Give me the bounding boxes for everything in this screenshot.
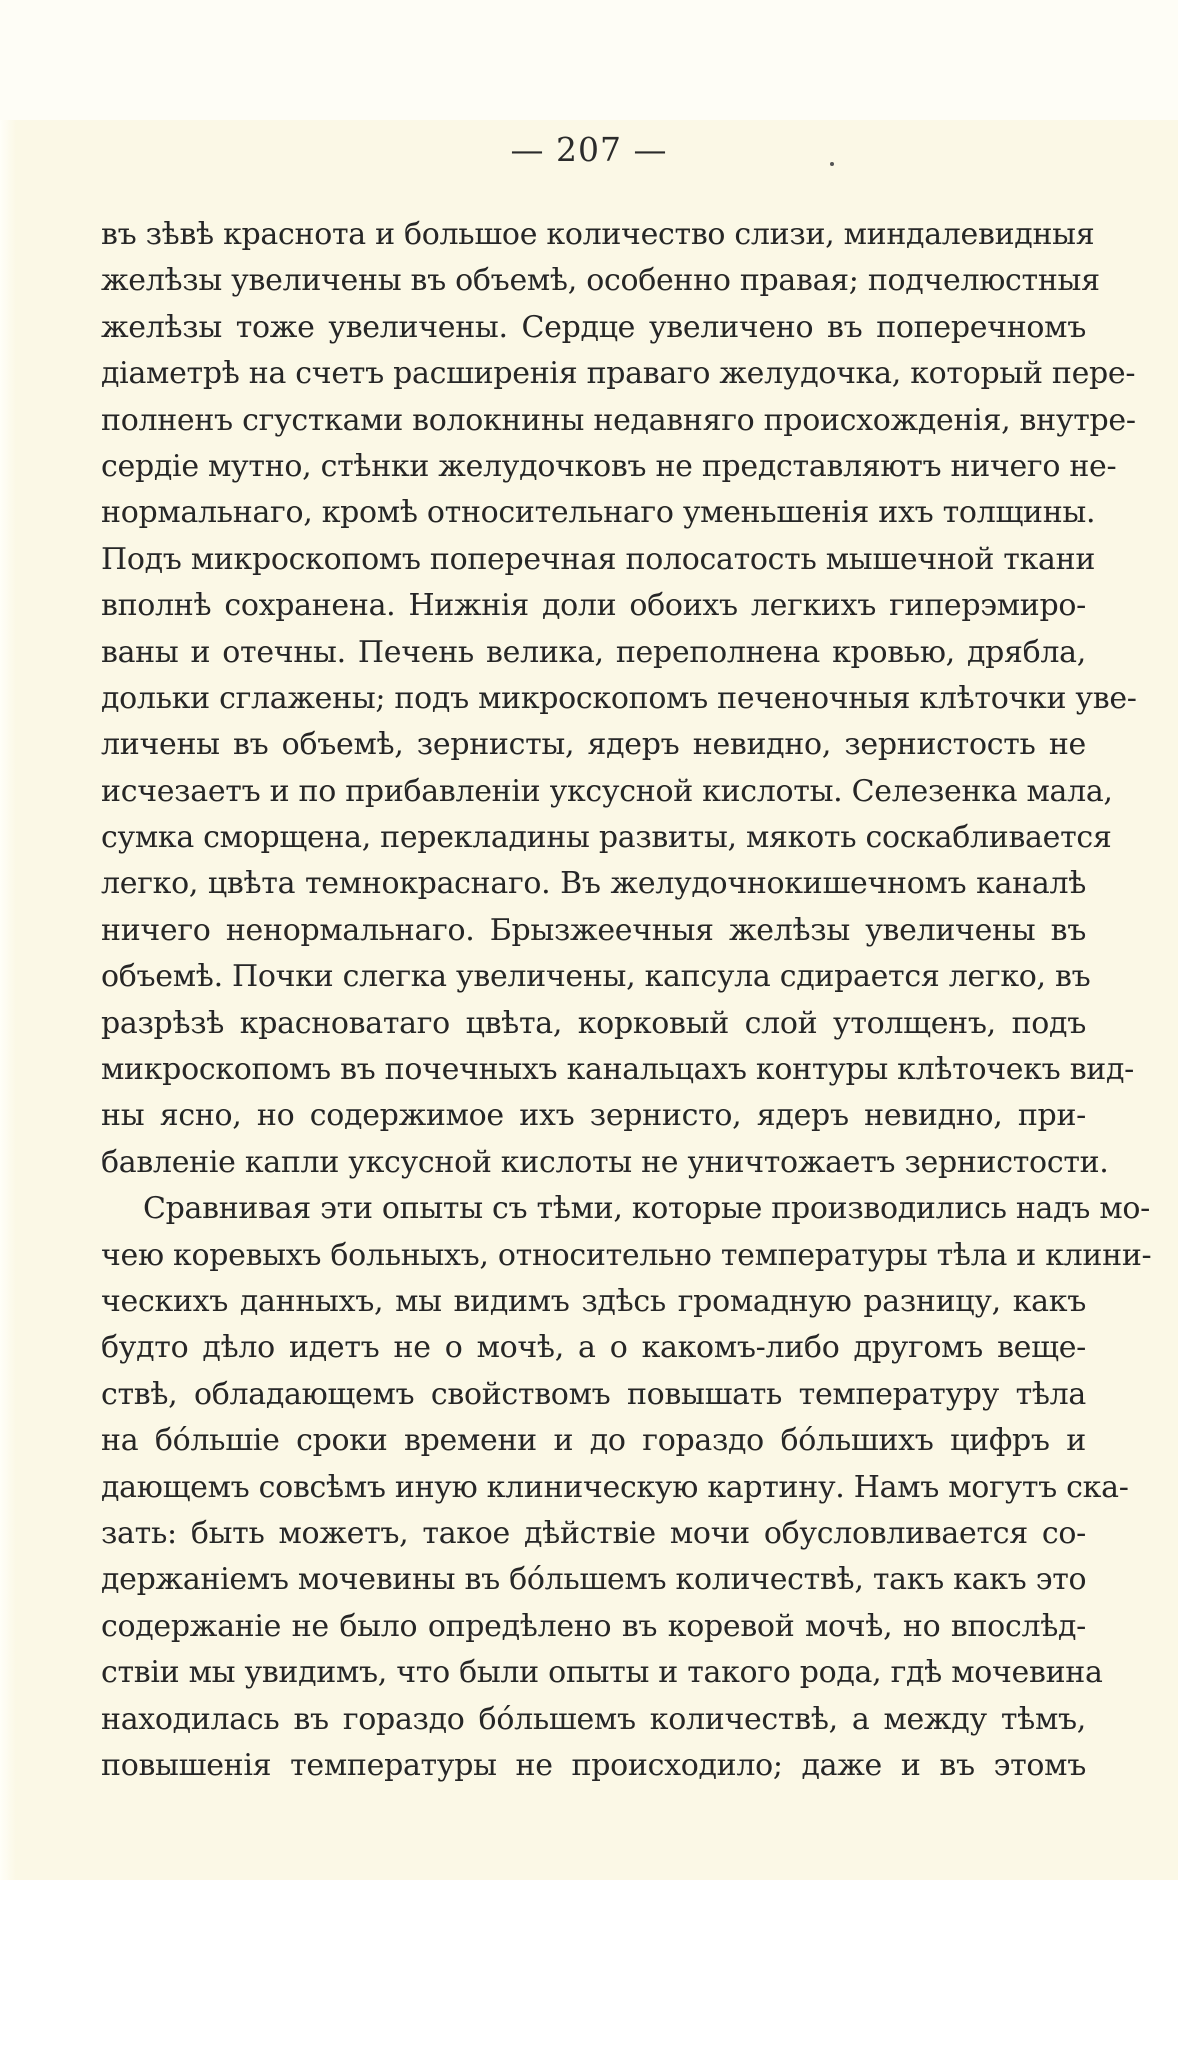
text-line: объемѣ. Почки слегка увеличены, капсула сдирается легко, въ — [101, 959, 1091, 995]
text-line: микроскопомъ въ почечныхъ канальцахъ контуры клѣточекъ вид- — [101, 1052, 1134, 1088]
text-line: держаніемъ мочевины въ бóльшемъ количествѣ, такъ какъ это — [101, 1562, 1087, 1598]
text-line: разрѣзѣ красноватаго цвѣта, корковый слой утолщенъ, подъ — [101, 1005, 1086, 1041]
text-line: желѣзы увеличены въ объемѣ, особенно правая; подчелюстныя — [101, 263, 1100, 299]
text-line: полненъ сгустками волокнины недавняго происхожденія, внутре- — [101, 402, 1136, 438]
body-text — [101, 212, 1152, 1789]
text-line: вполнѣ сохранена. Нижнія доли обоихъ легкихъ гиперэмиро- — [101, 588, 1086, 624]
text-line: бавленіе капли уксусной кислоты не уничтожаетъ зернистости. — [101, 1144, 1109, 1180]
text-line: дольки сглажены; подъ микроскопомъ печеночныя клѣточки уве- — [101, 680, 1137, 716]
text-line: діаметрѣ на счетъ расширенія праваго желудочка, который пере- — [101, 356, 1136, 392]
text-line: ческихъ данныхъ, мы видимъ здѣсь громадную разницу, какъ — [101, 1283, 1086, 1319]
text-line: будто дѣло идетъ не о мочѣ, а о какомъ-либо другомъ веще- — [101, 1330, 1086, 1366]
text-line: желѣзы тоже увеличены. Сердце увеличено въ поперечномъ — [101, 309, 1086, 345]
text-line: сумка сморщена, перекладины развиты, мякоть соскабливается — [101, 820, 1112, 856]
text-line: исчезаетъ и по прибавленіи уксусной кислоты. Селезенка мала, — [101, 773, 1113, 809]
ink-speck — [830, 162, 834, 166]
page-number: — 207 — — [510, 130, 668, 169]
text-line: дающемъ совсѣмъ иную клиническую картину. Намъ могутъ ска- — [101, 1469, 1129, 1505]
text-line: на бóльшіе сроки времени и до гораздо бóльшихъ цифръ и — [101, 1423, 1086, 1459]
text-line: повышенія температуры не происходило; даже и въ этомъ — [101, 1747, 1086, 1783]
page-top-margin — [0, 0, 1178, 120]
text-line: личены въ объемѣ, зернисты, ядеръ невидно, зернистость не — [101, 727, 1086, 763]
text-line: содержаніе не было опредѣлено въ коревой мочѣ, но впослѣд- — [101, 1608, 1086, 1644]
text-line: ствіи мы увидимъ, что были опыты и такого рода, гдѣ мочевина — [101, 1655, 1103, 1691]
text-line: сердіе мутно, стѣнки желудочковъ не представляютъ ничего не- — [101, 448, 1117, 484]
text-line: чею коревыхъ больныхъ, относительно температуры тѣла и клини- — [101, 1237, 1152, 1273]
text-line: ваны и отечны. Печень велика, переполнена кровью, дрябла, — [101, 634, 1086, 670]
text-line: въ зѣвѣ краснота и большое количество слизи, миндалевидныя — [101, 217, 1095, 252]
text-line: ничего ненормальнаго. Брызжеечныя желѣзы увеличены въ — [101, 912, 1086, 948]
text-line: легко, цвѣта темнокраснаго. Въ желудочнокишечномъ каналѣ — [101, 866, 1086, 902]
text-line: нормальнаго, кромѣ относительнаго уменьшенія ихъ толщины. — [101, 495, 1096, 531]
text-line: зать: быть можетъ, такое дѣйствіе мочи обусловливается со- — [101, 1515, 1086, 1551]
page-left-edge — [0, 120, 16, 1880]
paragraph-first-line: Сравнивая эти опыты съ тѣми, которые производились надъ мо- — [143, 1191, 1150, 1227]
text-line: Подъ микроскопомъ поперечная полосатость мышечной ткани — [101, 541, 1096, 577]
text-line: находилась въ гораздо бóльшемъ количествѣ, а между тѣмъ, — [101, 1701, 1086, 1737]
text-line: ствѣ, обладающемъ свойствомъ повышать температуру тѣла — [101, 1376, 1086, 1412]
text-line: ны ясно, но содержимое ихъ зернисто, ядеръ невидно, при- — [101, 1098, 1086, 1134]
